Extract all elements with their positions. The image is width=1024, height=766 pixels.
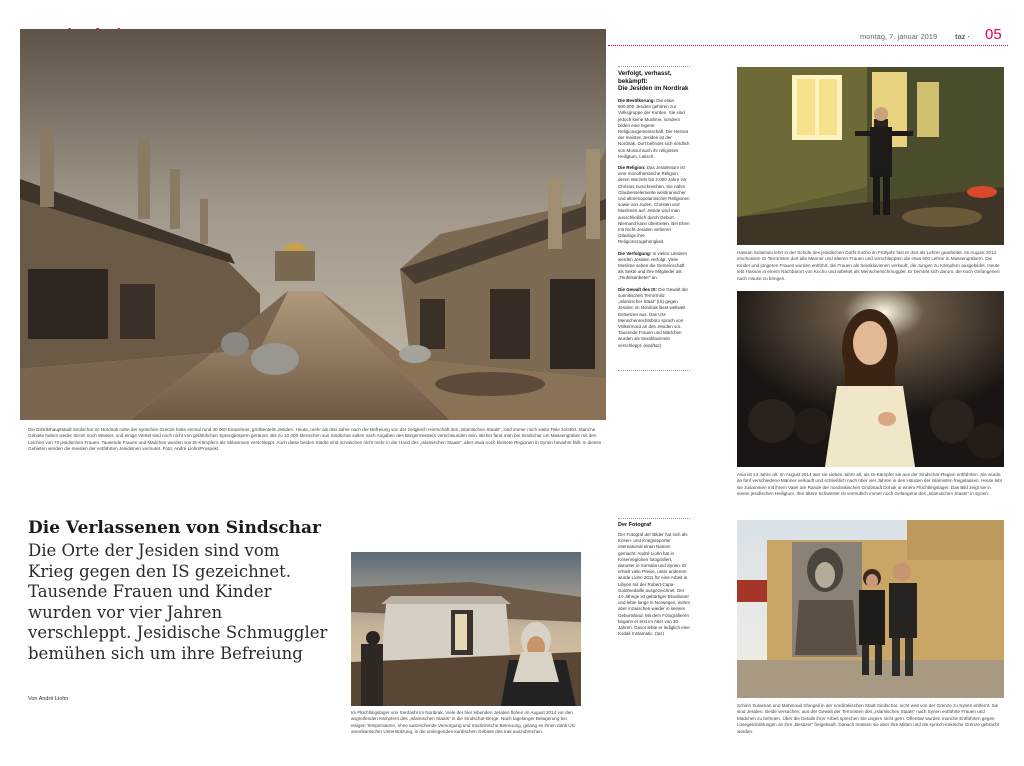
photo-school-classroom <box>737 67 1004 245</box>
photo-camp-caption: Im Flüchtlingslager von Sardasht im Nordirak. Viele der hier lebenden Jesiden flohen im August 2014 vor den angreifenden Kämpfern des „Islamischen Staats“ in die Sindschar-Berge. Nach tagelanger Belagerung bei eisigen Temperaturen, ohne ausreichende Versorgung und medizinische Betreuung, gelang es ihnen dank US-amerikanischer Unterstützung, in die umliegenden kurdischen Gebiete des Irak auszubrechen. <box>351 710 577 735</box>
destroyed-street-image <box>20 29 606 420</box>
paragraph-text: Das Jesidentum ist eine monotheistische Religion, deren Wurzeln bis 2.000 Jahre vor Christus zurückreichen. Sie nahm Glaubenselemente westiranischer und altmesopotamischer Religionen sowie von Juden, Christen und Muslimen auf. Jeside wird man ausschließlich durch Geburt. Niemand kann übertreten. Bei Ehen mit Nicht-Jesiden verlieren Gläubige ihre Religionszugehörigkeit. <box>618 165 690 245</box>
photo-school-caption: Hassan Sulaiman lehrt in der Schule des jesidischen Dorfs Kocho im Frühjahr fast er dort als Lehrer gearbeitet. Im August 2014 erschossen IS-Terroristen dort alle Männer und älteren Frauen und verschleppten die etwa 600 Lehrer in Massengräbern. Die Kinder und jüngeren Frauen wurden entführt, die Frauen als Sexsklavinnen verkauft, die Jungen zu Kämpfern ausgebildet. Heute lebt Hassan in einem Nachbarort von Kocho und arbeitet als Menschenschmuggler. Er bemüht sich darum, die noch Gefangenen nach Hause zu bringen. <box>737 250 1000 281</box>
paragraph-lead: Die Verfolgung: <box>618 250 652 256</box>
fotograf-text: Der Fotograf der Bilder hat sich als Krisen- und Kriegsreporter international einen Namen gemacht. André Liohn hat in Krisenregionen fotografiert, darunter in Somalia und Syrien. Er erhielt viele Preise, unter anderem wurde Liohn 2011 für eine Arbeit in Libyen mit der Robert-Capa-Goldmedaille ausgezeichnet. Der 44-Jährige ist gebürtiger Brasilianer und lebte lange in Norwegen, wohnt aber inzwischen wieder in seinem Geburtsland. Mit dem Fotografieren begann er erst im Alter von 30 Jahren. Davor lebte er lediglich eine Kodak Instamatic. (taz) <box>618 532 690 637</box>
main-photo-destroyed-street <box>20 29 606 420</box>
fotograf-top-rule <box>618 518 690 519</box>
photo-girl-caption: Asia ist 14 Jahre alt. Im August 2014 war sie sieben Jahre alt, als IS-Kämpfer sie aus der Sindschar-Region entführten. Sie wurde an fünf verschiedene Männer verkauft und schließlich nach über vier Jahren in den Händen der Islamisten freigelassen. Heute lebt sie zusammen mit ihrem Vater am Rande der nordirakischen Großstadt Dohuk in einem Flüchtlingslager. Das Bild zeigt sie in einem jesidischen Heiligtum. Ihre ältere Schwester ist vermutlich immer noch Gefangene des „Islamischen Staats“ in Syrien. <box>737 472 1003 497</box>
girl-portrait-image <box>737 291 1004 467</box>
sidebar-title <box>618 70 694 93</box>
header-divider <box>608 45 1008 46</box>
sidebar-title-line: Die Jesiden im Nordirak <box>618 85 689 93</box>
sidebar-paragraph-persecution <box>618 251 690 282</box>
right-page-number: 05 <box>985 26 1002 43</box>
school-classroom-image <box>737 67 1004 245</box>
sidebar-title-line: bekämpft: <box>618 77 648 85</box>
sidebar-bottom-rule <box>618 370 690 371</box>
paragraph-lead: Die Religion: <box>618 165 646 171</box>
photo-mural-couple <box>737 520 1004 698</box>
sidebar-paragraph-population <box>618 98 690 160</box>
paragraph-lead: Die Bevölkerung: <box>618 98 656 103</box>
paragraph-text: Die Gewalt der sunnitischen Terrormiliz „Islamischer Staat“ (IS) gegen Jesiden im Nordirak lässt weltweit Entsetzen aus. Das UN-Menschenrechtsbüro sprach von Völkermord an den Jesiden vor. Tausende Frauen und Mädchen wurden als Sexsklavinnen verschleppt. (epd/taz) <box>618 286 689 348</box>
paper-logo: taz ∙ <box>955 32 970 41</box>
sidebar-paragraph-religion <box>618 165 690 246</box>
paragraph-text: Die etwa 800.000 Jesiden gehören zur Volksgruppe der Kurden. Sie sind jedoch keine Muslime, sondern bilden eine eigene Religionsgemeinschaft. Die Heimat der meisten Jesiden ist der Nordirak. Dort befindet sich nördlich von Mossul auch ihr religiöses Heiligtum, Lalisch. <box>618 98 690 159</box>
article-subhead: Die Orte der Jesiden sind vom Krieg gegen den IS gezeichnet. Tausende Frauen und Kinder wurden vor vier Jahren verschleppt. Jesidische Schmuggler bemühen sich um ihre Befreiung <box>28 541 328 663</box>
mural-couple-image <box>737 520 1004 698</box>
main-photo-caption: Die Distrikthauptstadt Sindschar im Nordirak nahe der syrischen Grenze hatte einmal rund 40 000 Einwohner, größtenteils Jesiden. Heute, mehr als drei Jahre nach der Befreiung von der zeitgleich Herrschaft des „Islamischen Staats“, sind immer noch weite Teile zerstört. Manche Gebiete haben weder Strom noch Wasser, und einige Viertel sind noch nicht von gefährlichen Sprengkörpern geräumt. Bis zu 10.000 Menschen aus Sindschar sollen nach Angaben des Bürgermeisters verschwunden sein. Bisher fand man bei Sindschar um Massengräber mit den Leichen von 70 jesidischen Frauen. Tausende Frauen und Mädchen wurden von IS-Kämpfern als Sklavinnen verschleppt. Auch diese beiden Städte sind inzwischen nicht mehr in der Hand des „Islamischen Staats“, aber etwa noch kleinere Regionen in Syrien bewohnt fällt. In diesen Gebieten werden die meisten der entführten Jesidinnen vermutet. Foto: André Liohn/Prospekt <box>28 427 602 452</box>
article-headline: Die Verlassenen von Sindschar <box>28 518 321 538</box>
sidebar-top-rule <box>618 66 690 67</box>
photo-refugee-camp <box>351 552 581 706</box>
paragraph-text: In vielen Ländern werden Jesiden verfolgt. Viele Muslime sehen die Gemeinschaft als Sekte und ihre Mitglieder als „Teufelsanbeter“ an. <box>618 250 688 281</box>
fotograf-title: Der Fotograf <box>618 522 651 528</box>
paragraph-lead: Die Gewalt des IS: <box>618 286 658 292</box>
header-date: montag, 7. januar 2019 <box>860 32 938 41</box>
photo-girl-portrait <box>737 291 1004 467</box>
article-byline: Von André Liohn <box>28 696 69 702</box>
sidebar-title-line: Verfolgt, verhasst, <box>618 70 672 77</box>
sidebar-paragraph-violence <box>618 287 690 349</box>
photo-mural-caption: Schirin Sulaiman und Mahmoud Shingali in der nordirakischen Stadt Sindschar, nicht weit von der Grenze zu Syrien entfernt. Sie sind Jesiden. Beide versuchen, aus der Gewalt der Terroristen des „Islamischen Staats“ nach Syrien entführte Frauen und Mädchen zu befreien. Über die Details ihrer Arbeit sprechen Sie ungern nicht gern. Offenbar wurden manche Entführten gegen Lösegeldzahlungen an ihre „Besitzer“ freigekauft. Danach müssen sie aber ihre Mitten und die syrisch-irakische Grenze gebracht werden. <box>737 703 999 734</box>
sidebar-body <box>618 98 690 349</box>
refugee-camp-image <box>351 552 581 706</box>
